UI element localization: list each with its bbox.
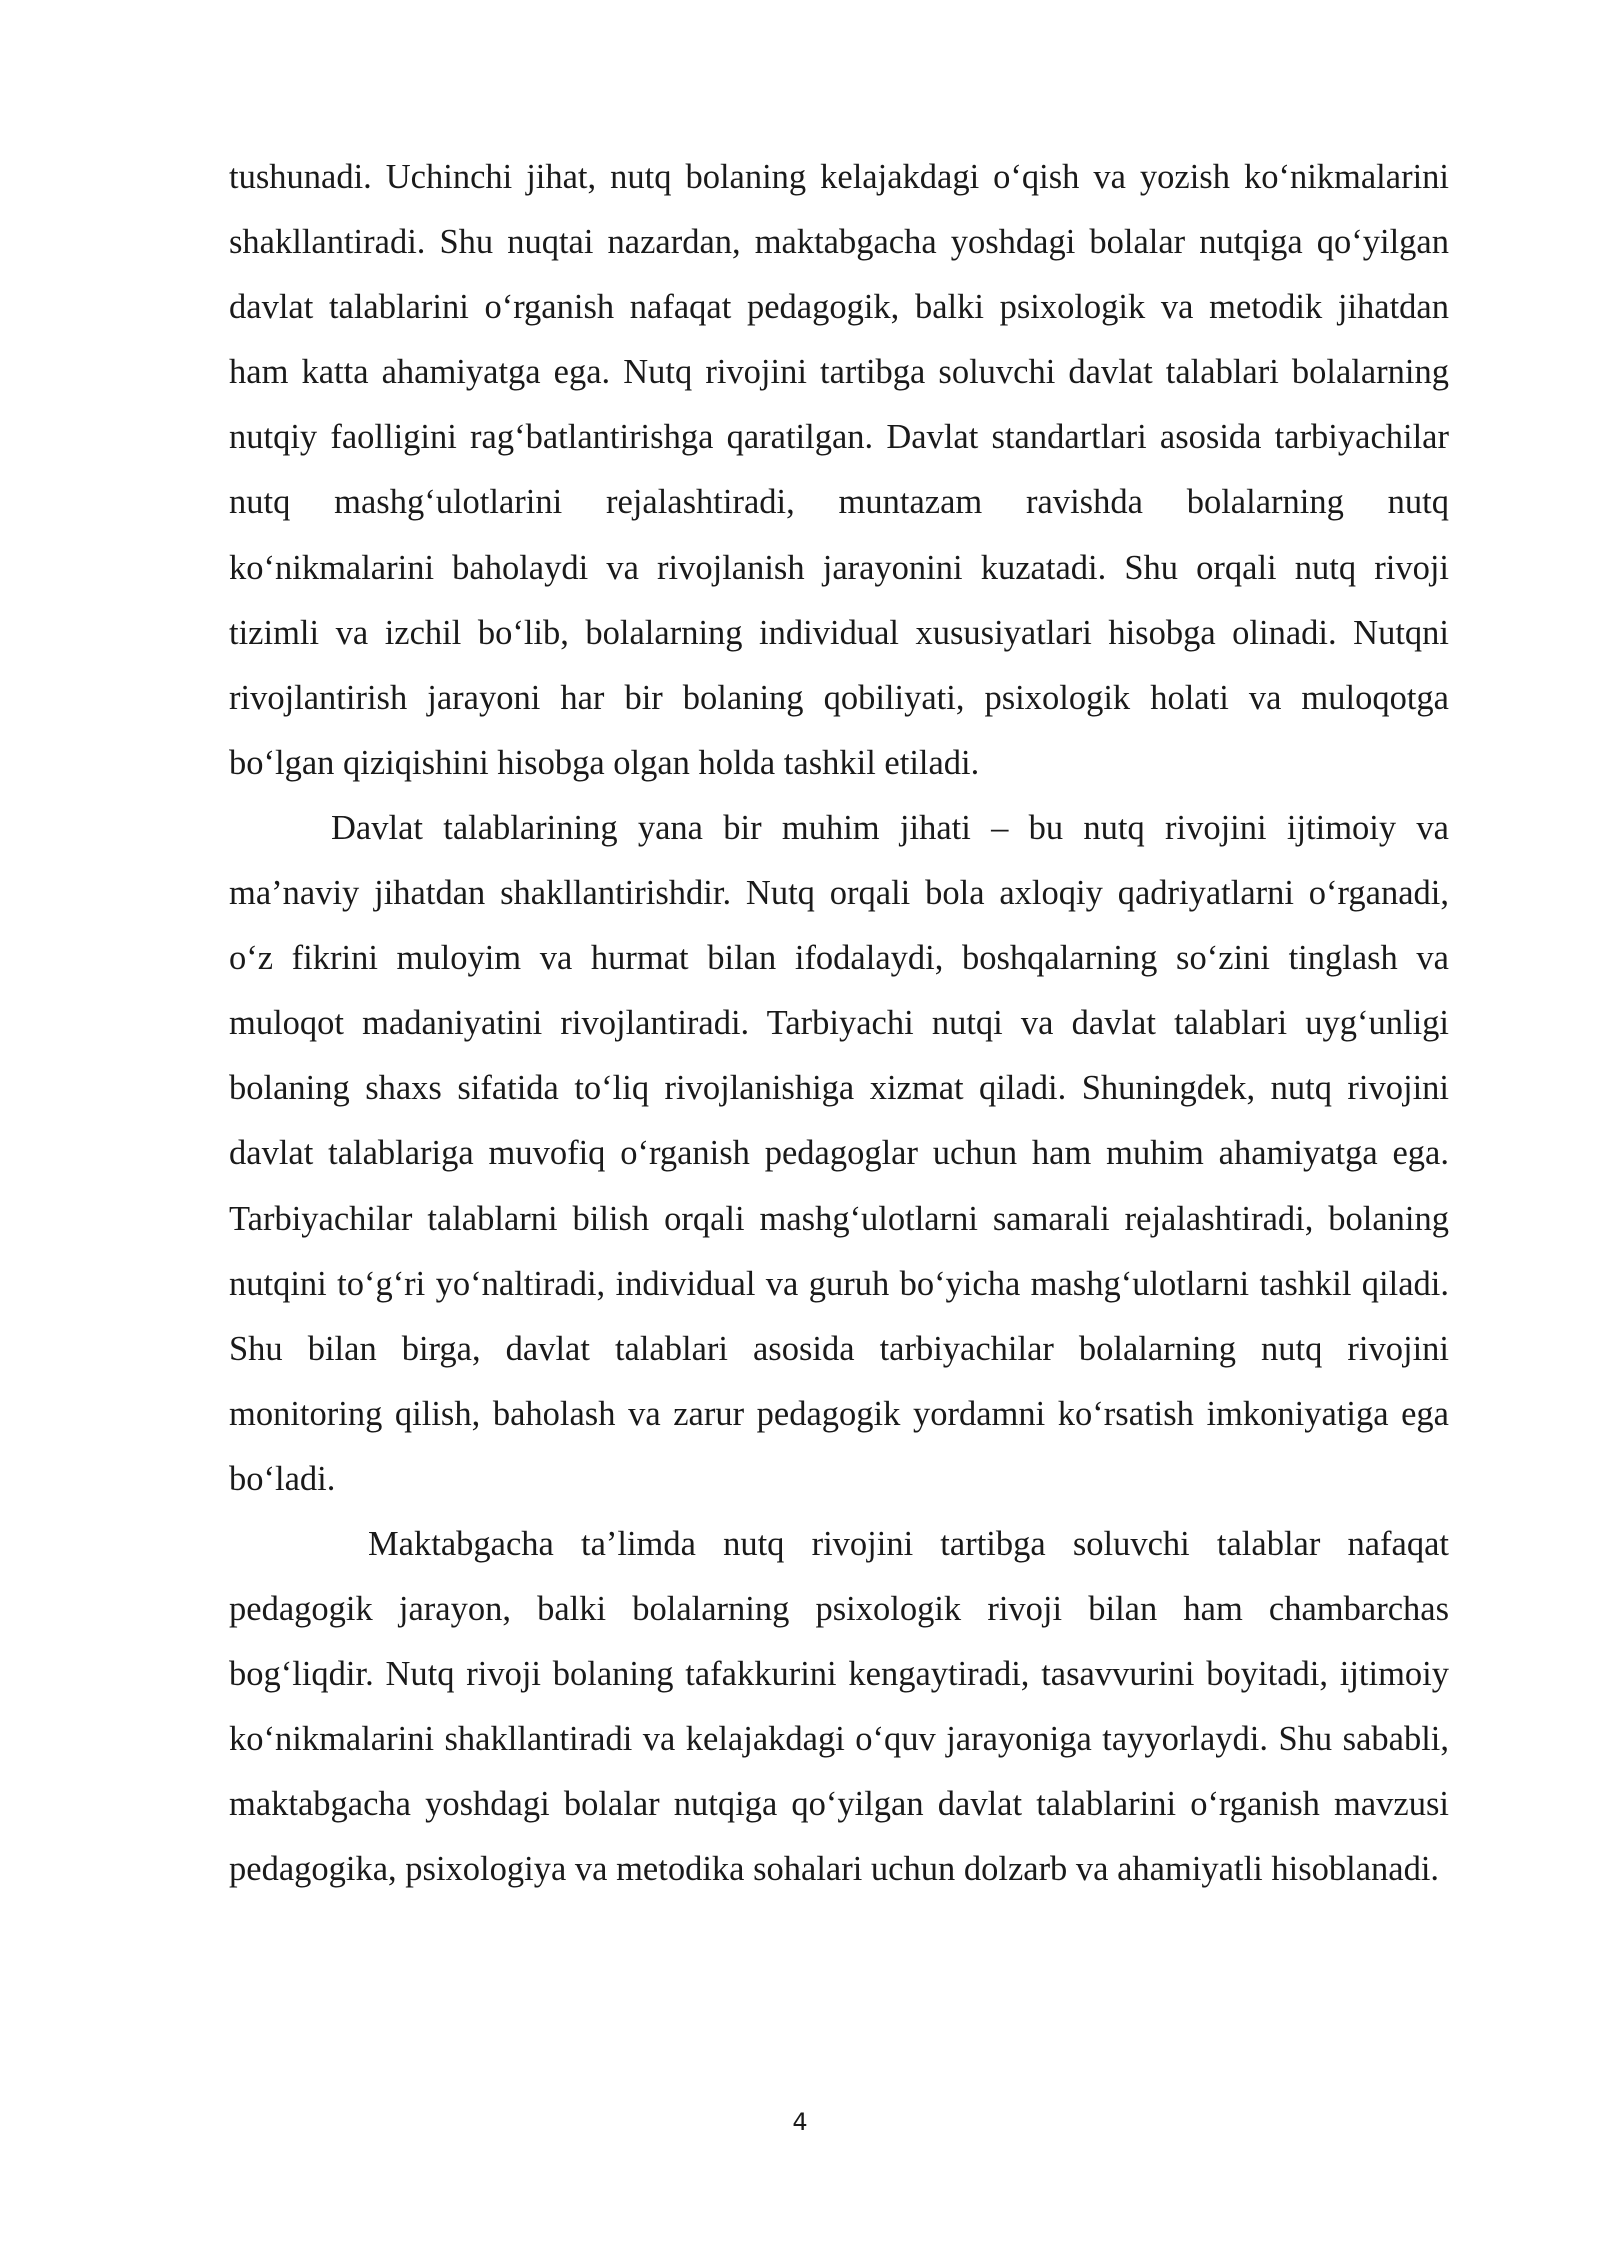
paragraph-2: Davlat talablarining yana bir muhim jihati – bu nutq rivojini ijtimoiy va ma’naviy jihatdan shakllantirishdir. Nutq orqali bola axloqiy qadriyatlarni o‘rganadi, o‘z fikrini muloyim va hurmat bilan ifodalaydi, boshqalarning so‘zini tinglash va muloqot madaniyatini rivojlantiradi. Tarbiyachi nutqi va davlat talablari uyg‘unligi bolaning shaxs sifatida to‘liq rivojlanishiga xizmat qiladi. Shuningdek, nutq rivojini davlat talablariga muvofiq o‘rganish pedagoglar uchun ham muhim ahamiyatga ega. Tarbiyachilar talablarni bilish orqali mashg‘ulotlarni samarali rejalashtiradi, bolaning nutqini to‘g‘ri yo‘naltiradi, individual va guruh bo‘yicha mashg‘ulotlarni tashkil qiladi. Shu bilan birga, davlat talablari asosida tarbiyachilar bolalarning nutq rivojini monitoring qilish, baholash va zarur pedagogik yordamni ko‘rsatish imkoniyatiga ega bo‘ladi. — [229, 808, 1449, 1498]
paragraph-1: tushunadi. Uchinchi jihat, nutq bolaning kelajakdagi o‘qish va yozish ko‘nikmalarini shakllantiradi. Shu nuqtai nazardan, maktabgacha yoshdagi bolalar nutqiga qo‘yilgan davlat talablarini o‘rganish nafaqat pedagogik, balki psixologik va metodik jihatdan ham katta ahamiyatga ega. Nutq rivojini tartibga soluvchi davlat talablari bolalarning nutqiy faolligini rag‘batlantirishga qaratilgan. Davlat standartlari asosida tarbiyachilar nutq mashg‘ulotlarini rejalashtiradi, muntazam ravishda bolalarning nutq ko‘nikmalarini baholaydi va rivojlanish jarayonini kuzatadi. Shu orqali nutq rivoji tizimli va izchil bo‘lib, bolalarning individual xususiyatlari hisobga olinadi. Nutqni rivojlantirish jarayoni har bir bolaning qobiliyati, psixologik holati va muloqotga bo‘lgan qiziqishini hisobga olgan holda tashkil etiladi. — [229, 158, 1449, 782]
page-number: 4 — [792, 2108, 808, 2136]
paragraph-3: Maktabgacha ta’limda nutq rivojini tartibga soluvchi talablar nafaqat pedagogik jarayon, balki bolalarning psixologik rivoji bilan ham chambarchas bog‘liqdir. Nutq rivoji bolaning tafakkurini kengaytiradi, tasavvurini boyitadi, ijtimoiy ko‘nikmalarini shakllantiradi va kelajakdagi o‘quv jarayoniga tayyorlaydi. Shu sababli, maktabgacha yoshdagi bolalar nutqiga qo‘yilgan davlat talablarini o‘rganish mavzusi pedagogika, psixologiya va metodika sohalari uchun dolzarb va ahamiyatli hisoblanadi. — [229, 1524, 1449, 1889]
body-text — [229, 145, 1449, 1903]
